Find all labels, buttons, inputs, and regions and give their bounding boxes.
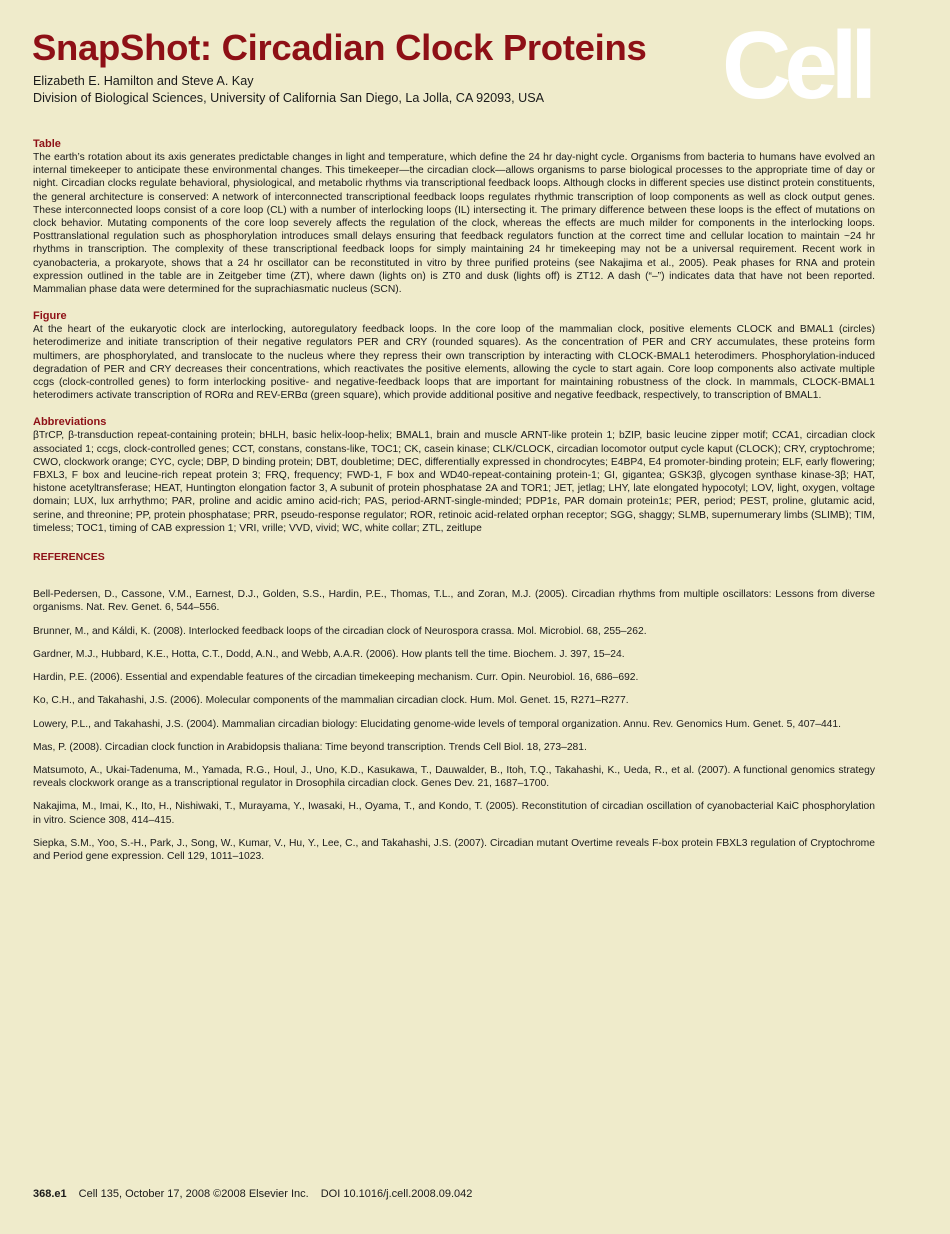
journal-logo: Cell (722, 12, 871, 119)
reference-item: Nakajima, M., Imai, K., Ito, H., Nishiwaki, T., Murayama, Y., Iwasaki, H., Oyama, T., and Kondo, T. (2005). Reconstitution of circadian oscillation of cyanobacterial KaiC phosphorylation in vitro. Science 308, 414–415. (33, 801, 875, 826)
section-text: βTrCP, β-transduction repeat-containing protein; bHLH, basic helix-loop-helix; BMAL1, brain and muscle ARNT-like protein 1; bZIP, basic leucine zipper motif; CCA1, circadian clock associated 1; ccgs, clock-controlled genes; CCT, constans, constans-like, TOC1; CK, casein kinase; CLK/CLOCK, circadian locomotor output cycle kaput (CLOCK); CRY, cryptochrome; CWO, clockwork orange; CYC, cycle; DBP, D binding protein; DBT, doubletime; DEC, differentially expressed in chondrocytes; E4BP4, E4 promoter-binding protein; ELF, early flowering; FBXL3, F box and leucine-rich repeat protein 3; FRQ, frequency; FWD-1, F box and WD40-repeat-containing protein-1; GI, gigantea; GSK3β, glycogen synthase kinase-3β; HAT, histone acetyltransferase; HEAT, Huntington elongation factor 3, A subunit of protein phosphatase 2A and TOR1; JET, jetlag; LHY, late elongated hypocotyl; LOV, light, oxygen, voltage domain; LUX, lux arrhythmo; PAR, proline and acidic amino acid-rich; PAS, period-ARNT-single-minded; PDP1ε, PAR domain protein1ε; PER, period; PEST, proline, glutamic acid, serine, and threonine; PP, protein phosphatase; PRR, pseudo-response regulator; ROR, retinoic acid-related orphan receptor; SGG, shaggy; SLMB, supernumerary limbs (SLIMB); TIM, timeless; TOC1, timing of CAB expression 1; VRI, vrille; VVD, vivid; WC, white collar; ZTL, zeitlupe (33, 430, 875, 534)
reference-item: Matsumoto, A., Ukai-Tadenuma, M., Yamada, R.G., Houl, J., Uno, K.D., Kasukawa, T., Dauwalder, B., Itoh, T.Q., Takahashi, K., Ueda, R., et al. (2007). A functional genomics strategy reveals clockwork orange as a transcriptional regulator in Drosophila circadian clock. Genes Dev. 21, 1687–1700. (33, 764, 875, 790)
reference-list (33, 588, 875, 863)
reference-item: Gardner, M.J., Hubbard, K.E., Hotta, C.T., Dodd, A.N., and Webb, A.A.R. (2006). How plants tell the time. Biochem. J. 397, 15–24. (33, 648, 625, 660)
authors: Elizabeth E. Hamilton and Steve A. Kay (33, 74, 254, 88)
section-figure (33, 310, 875, 402)
reference-item: Brunner, M., and Káldi, K. (2008). Interlocked feedback loops of the circadian clock of Neurospora crassa. Mol. Microbiol. 68, 255–262. (33, 625, 647, 637)
section-table (33, 138, 875, 296)
section-heading: Table (33, 138, 61, 150)
doi: DOI 10.1016/j.cell.2008.09.042 (320, 1188, 473, 1200)
reference-item: Siepka, S.M., Yoo, S.-H., Park, J., Song, W., Kumar, V., Hu, Y., Lee, C., and Takahashi, J.S. (2007). Circadian mutant Overtime reveals F-box protein FBXL3 regulation of Cryptochrome and Period gene expression. Cell 129, 1011–1023. (33, 837, 875, 862)
page-footer (33, 1188, 472, 1200)
reference-item: Ko, C.H., and Takahashi, J.S. (2006). Molecular components of the mammalian circadian clock. Hum. Mol. Genet. 15, R271–R277. (33, 695, 629, 707)
affiliation: Division of Biological Sciences, University of California San Diego, La Jolla, CA 92093, USA (33, 91, 544, 105)
reference-item: Lowery, P.L., and Takahashi, J.S. (2004). Mammalian circadian biology: Elucidating genome-wide levels of temporal organization. Annu. Rev. Genomics Hum. Genet. 5, 407–441. (33, 718, 841, 730)
byline (33, 73, 544, 107)
section-text: The earth’s rotation about its axis generates predictable changes in light and temperature, which define the 24 hr day-night cycle. Organisms from bacteria to humans have evolved an internal timekeeper to anticipate these environmental changes. This timekeeper—the circadian clock—allows organisms to parse biological processes to the appropriate time of day or night. Circadian clocks regulate behavioral, physiological, and metabolic rhythms via transcriptional feedback loops. Although clocks in different species use distinct protein constituents, the general architecture is conserved: A network of interconnected transcriptional feedback loops regulates rhythmic transcription of loop components as well as clock output genes. These interconnected loops consist of a core loop (CL) with a number of interlocking loops (IL) intersecting it. The primary difference between these loops is the effect of mutations on clock behavior. Mutating components of the core loop severely affects the regulation of the clock, whereas the effects are much milder for components in the interlocking loops. Posttranslational regulation such as phosphorylation introduces small delays ensuring that feedback regulators function at the correct time and cellular location to maintain ~24 hr rhythms in transcription. The complexity of these transcriptional feedback loops for simply maintaining 24 hr timekeeping may not be a universal requirement. Recent work in cyanobacteria, a prokaryote, shows that a 24 hr oscillator can be reconstituted in vitro by three purified proteins (see Nakajima et al., 2005). Peak phases for RNA and protein expression outlined in the table are in Zeitgeber time (ZT), where dawn (lights on) is ZT0 and dusk (lights off) is ZT12. A dash (“–”) indicates data that have not been reported. Mammalian phase data were determined for the suprachiasmatic nucleus (SCN). (33, 152, 875, 296)
section-heading: Figure (33, 310, 67, 323)
section-text: At the heart of the eukaryotic clock are interlocking, autoregulatory feedback loops. In the core loop of the mammalian clock, positive elements CLOCK and BMAL1 (circles) heterodimerize and initiate transcription of their negative regulators PER and CRY (rounded squares). As the concentration of PER and CRY accumulates, these proteins form multimers, are phosphorylated, and translocate to the nucleus where they repress their own transcription by interacting with CLOCK-BMAL1 heterodimers. Phosphorylation-induced degradation of PER and CRY decreases their concentrations, which reactivates the positive elements, allowing the cycle to start again. Core loop components also activate multiple ccgs (clock-controlled genes) to form interlocking positive- and negative-feedback loops that are important for maintaining robustness of the clock. In mammals, CLOCK-BMAL1 heterodimers activate transcription of RORα and REV-ERBα (green square), which provide additional positive and negative feedback, respectively, to transcription of BMAL1. (33, 324, 875, 402)
journal-citation: Cell 135, October 17, 2008 ©2008 Elsevier Inc. (78, 1188, 309, 1200)
reference-item: Hardin, P.E. (2006). Essential and expendable features of the circadian timekeeping mechanism. Curr. Opin. Neurobiol. 16, 686–692. (33, 672, 639, 684)
reference-item: Mas, P. (2008). Circadian clock function in Arabidopsis thaliana: Time beyond transcription. Trends Cell Biol. 18, 273–281. (33, 741, 587, 753)
section-abbreviations (33, 416, 875, 535)
reference-item: Bell-Pedersen, D., Cassone, V.M., Earnest, D.J., Golden, S.S., Hardin, P.E., Thomas, T.L., and Zoran, M.J. (2005). Circadian rhythms from multiple oscillators: Lessons from diverse organisms. Nat. Rev. Genet. 6, 544–556. (33, 589, 875, 614)
section-heading: Abbreviations (33, 416, 107, 429)
references-heading: REFERENCES (33, 551, 105, 564)
page-title: SnapShot: Circadian Clock Proteins (32, 27, 647, 68)
page-number: 368.e1 (33, 1188, 67, 1200)
article-body (33, 138, 875, 873)
